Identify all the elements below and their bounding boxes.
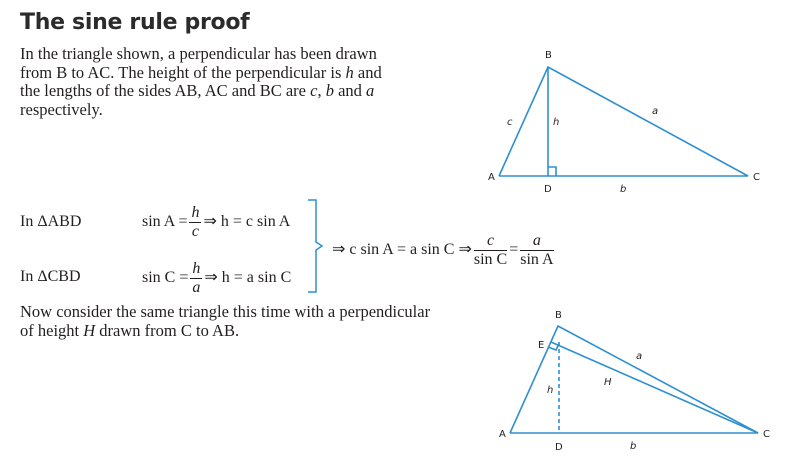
intro-line-4: respectively. (20, 99, 103, 119)
abd-label: In ΔABD (20, 213, 82, 230)
label-a2: a (636, 351, 643, 362)
label-B: B (545, 50, 552, 61)
label-A: A (488, 172, 495, 183)
label-b2: b (630, 441, 637, 452)
label-A2: A (499, 429, 506, 440)
intro-line-3: the lengths of the sides AB, AC and BC are c, b and a (20, 81, 375, 100)
label-B2: B (555, 310, 562, 321)
perpendicular-H (551, 342, 758, 433)
second-line-1: Now consider the same triangle this time with a perpendicular (20, 302, 431, 321)
label-C: C (753, 172, 760, 183)
intro-line-1: In the triangle shown, a perpendicular has been drawn (20, 44, 377, 63)
page-title: The sine rule proof (20, 10, 250, 35)
label-h: h (553, 117, 560, 128)
label-b: b (620, 184, 627, 195)
sinC-equation: sin C = $\frac{h}{a}$ ⇒ h = a sin C (142, 260, 292, 296)
label-D: D (544, 184, 552, 195)
label-h2: h (547, 385, 554, 396)
second-line-2: of height H drawn from C to AB. (20, 320, 240, 340)
label-a: a (652, 106, 659, 117)
intro-line-2: from B to AC. The height of the perpendicular is h and (20, 62, 382, 82)
combined-equation: ⇒ c sin A = a sin C ⇒ $\frac{c}{\text{sin C}}$ = $\frac{a}{\text{sin A}}$ (332, 232, 554, 268)
label-C2: C (763, 429, 770, 440)
label-E: E (538, 340, 545, 351)
cbd-label: In ΔCBD (20, 268, 81, 285)
label-D2: D (555, 442, 563, 453)
label-H: H (604, 377, 612, 388)
sinA-equation: sin A = $\frac{h}{c}$ ⇒ h = c sin A (142, 204, 291, 240)
label-c: c (507, 117, 513, 128)
